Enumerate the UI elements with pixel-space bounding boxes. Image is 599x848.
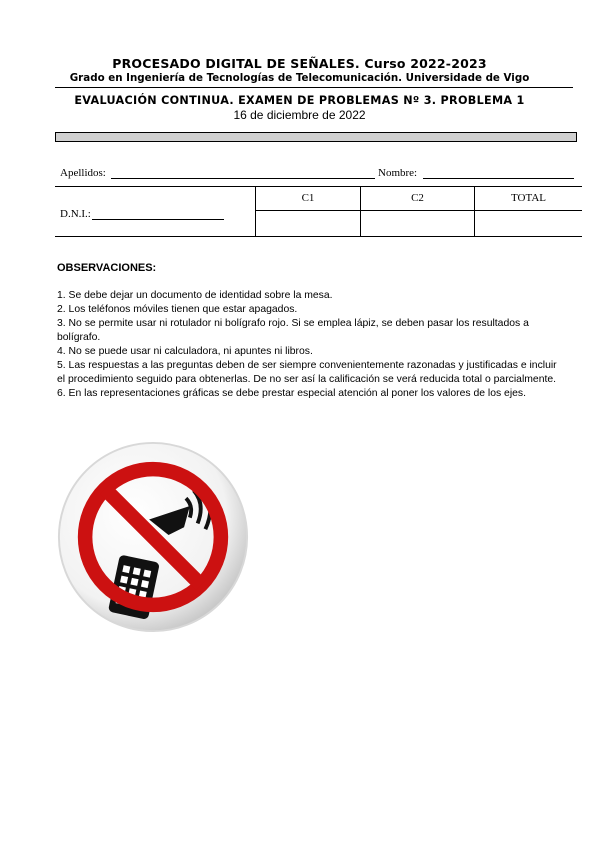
header-bar [55, 132, 577, 142]
dni-field[interactable] [92, 219, 224, 220]
apellidos-label: Apellidos: [60, 167, 106, 179]
dni-label: D.N.I.: [60, 208, 91, 220]
grade-header-c1: C1 [301, 192, 315, 204]
degree-subtitle: Grado en Ingeniería de Tecnologías de Telecomunicación. Universidade de Vigo [69, 72, 530, 84]
course-title: PROCESADO DIGITAL DE SEÑALES. Curso 2022-2023 [112, 56, 487, 71]
observation-item: 4. No se puede usar ni calculadora, ni apuntes ni libros. [57, 346, 313, 357]
exam-date: 16 de diciembre de 2022 [233, 108, 366, 122]
observation-item: 1. Se debe dejar un documento de identidad sobre la mesa. [57, 290, 333, 301]
observation-item: 5. Las respuestas a las preguntas deben de ser siempre convenientemente razonadas y justificadas e incluir el procedimiento seguido para obtenerlas. De no ser así la calificación se verá reducida total o parcialmente. [57, 360, 557, 385]
observation-item: 6. En las representaciones gráficas se debe prestar especial atención al poner los valores de los ejes. [57, 388, 527, 399]
observation-item: 3. No se permite usar ni rotulador ni bolígrafo rojo. Si se emplea lápiz, se deben pasar los resultados a bolígrafo. [57, 318, 529, 343]
nombre-field[interactable] [423, 178, 574, 179]
apellidos-field[interactable] [111, 178, 375, 179]
grade-table-mid-rule [255, 210, 582, 211]
exam-title: EVALUACIÓN CONTINUA. EXAMEN DE PROBLEMAS Nº 3. PROBLEMA 1 [74, 94, 525, 107]
no-mobile-phone-icon [56, 440, 250, 634]
observations-title: OBSERVACIONES: [57, 262, 157, 274]
observation-item: 2. Los teléfonos móviles tienen que estar apagados. [57, 304, 298, 315]
nombre-label: Nombre: [378, 167, 418, 179]
grade-table-bottom-rule [55, 236, 582, 237]
grade-header-total: TOTAL [511, 192, 546, 204]
observations-list [57, 289, 567, 401]
header-divider [55, 87, 573, 88]
grade-table-top-rule [55, 186, 582, 187]
grade-header-c2: C2 [411, 192, 424, 204]
